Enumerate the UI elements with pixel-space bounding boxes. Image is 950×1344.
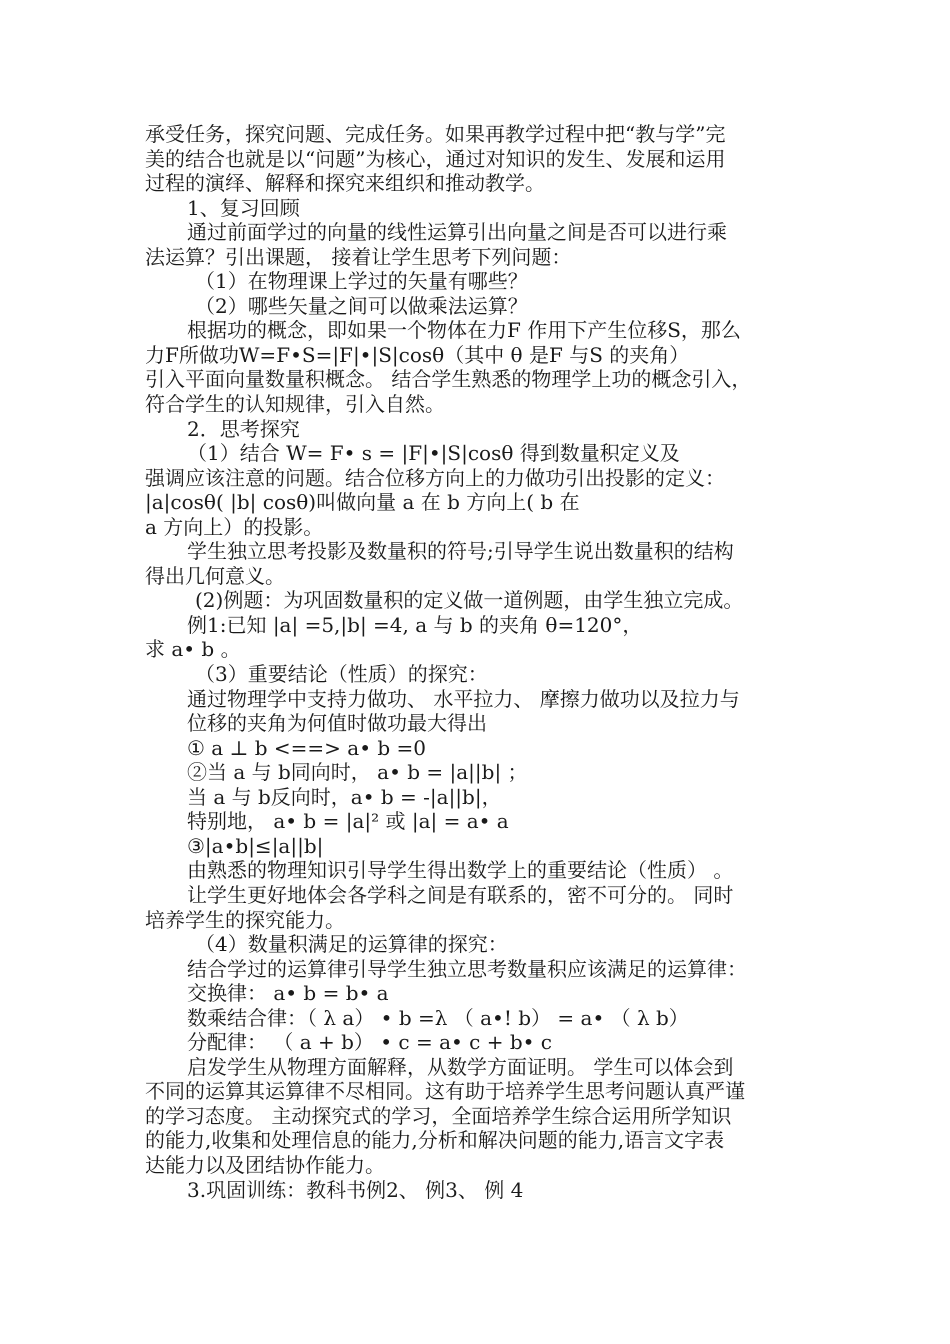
text-line: ① a ⊥ b <==> a• b =0 xyxy=(187,735,427,760)
text-line: 得出几何意义。 xyxy=(145,563,285,588)
text-line: 培养学生的探究能力。 xyxy=(145,907,345,932)
text-line: 1、复习回顾 xyxy=(187,195,300,220)
text-line: 通过前面学过的向量的线性运算引出向量之间是否可以进行乘 xyxy=(187,220,727,245)
text-line: 承受任务，探究问题、完成任务。如果再教学过程中把“教与学”完 xyxy=(145,122,726,146)
text-line: 的能力,收集和处理信息的能力,分析和解决问题的能力,语言文字表 xyxy=(145,1128,725,1153)
text-line: 位移的夹角为何值时做功最大得出 xyxy=(187,711,487,736)
text-line: |a|cosθ( |b| cosθ)叫做向量 a 在 b 方向上( b 在 xyxy=(145,490,580,515)
text-line: 数乘结合律：（ λ a） • b =λ （ a•! b） = a• （ λ b） xyxy=(187,1005,689,1030)
text-line: 3.巩固训练：教科书例2、 例3、 例 4 xyxy=(187,1177,524,1202)
text-line: 例1:已知 |a| =5,|b| =4, a 与 b 的夹角 θ=120°， xyxy=(187,612,643,637)
text-line: （2）哪些矢量之间可以做乘法运算？ xyxy=(195,293,528,318)
text-line: 让学生更好地体会各学科之间是有联系的，密不可分的。 同时 xyxy=(187,882,734,907)
text-line: 结合学过的运算律引导学生独立思考数量积应该满足的运算律： xyxy=(187,956,747,981)
text-line: 美的结合也就是以“问题”为核心，通过对知识的发生、发展和运用 xyxy=(145,146,726,171)
text-line: 由熟悉的物理知识引导学生得出数学上的重要结论（性质） 。 xyxy=(187,858,734,883)
text-line: 过程的演绎、解释和探究来组织和推动教学。 xyxy=(145,171,545,196)
document-body xyxy=(145,122,817,1202)
text-line: 引入平面向量数量积概念。 结合学生熟悉的物理学上功的概念引入， xyxy=(145,367,752,392)
text-line: 求 a• b 。 xyxy=(145,637,241,662)
text-line: ②当 a 与 b同向时， a• b = |a||b| ； xyxy=(187,760,528,785)
text-line: （4）数量积满足的运算律的探究： xyxy=(195,932,508,957)
text-line: 根据功的概念，即如果一个物体在力F 作用下产生位移S，那么 xyxy=(187,318,741,343)
text-line: 的学习态度。 主动探究式的学习，全面培养学生综合运用所学知识 xyxy=(145,1103,732,1128)
text-line: (2)例题：为巩固数量积的定义做一道例题，由学生独立完成。 xyxy=(195,588,744,613)
text-line: （1）在物理课上学过的矢量有哪些？ xyxy=(195,269,528,294)
text-line: 特别地， a• b = |a|² 或 |a| = a• a xyxy=(187,809,509,834)
text-line: 不同的运算其运算律不尽相同。这有助于培养学生思考问题认真严谨 xyxy=(145,1079,745,1104)
text-line: 分配律： （ a + b） • c = a• c + b• c xyxy=(187,1030,553,1055)
text-line: 达能力以及团结协作能力。 xyxy=(145,1152,385,1177)
text-line: 2．思考探究 xyxy=(187,416,300,441)
text-line: 强调应该注意的问题。结合位移方向上的力做功引出投影的定义： xyxy=(145,465,725,490)
text-line: 力F所做功W=F•S=|F|•|S|cosθ（其中 θ 是F 与S 的夹角） xyxy=(145,342,690,367)
text-line: ③|a•b|≤|a||b| xyxy=(187,833,324,858)
text-line: （3）重要结论（性质）的探究： xyxy=(195,662,488,687)
text-line: a 方向上）的投影。 xyxy=(145,514,324,539)
text-line: 法运算？引出课题， 接着让学生思考下列问题： xyxy=(145,244,572,269)
text-line: 通过物理学中支持力做功、 水平拉力、 摩擦力做功以及拉力与 xyxy=(187,686,740,711)
text-line: 学生独立思考投影及数量积的符号;引导学生说出数量积的结构 xyxy=(187,539,734,564)
text-line: 当 a 与 b反向时，a• b = -|a||b|， xyxy=(187,784,502,809)
text-line: 符合学生的认知规律，引入自然。 xyxy=(145,392,445,417)
text-line: （1）结合 W= F• s = |F|•|S|cosθ 得到数量积定义及 xyxy=(187,441,680,466)
text-line: 交换律： a• b = b• a xyxy=(187,981,389,1006)
text-line: 启发学生从物理方面解释，从数学方面证明。 学生可以体会到 xyxy=(187,1054,734,1079)
